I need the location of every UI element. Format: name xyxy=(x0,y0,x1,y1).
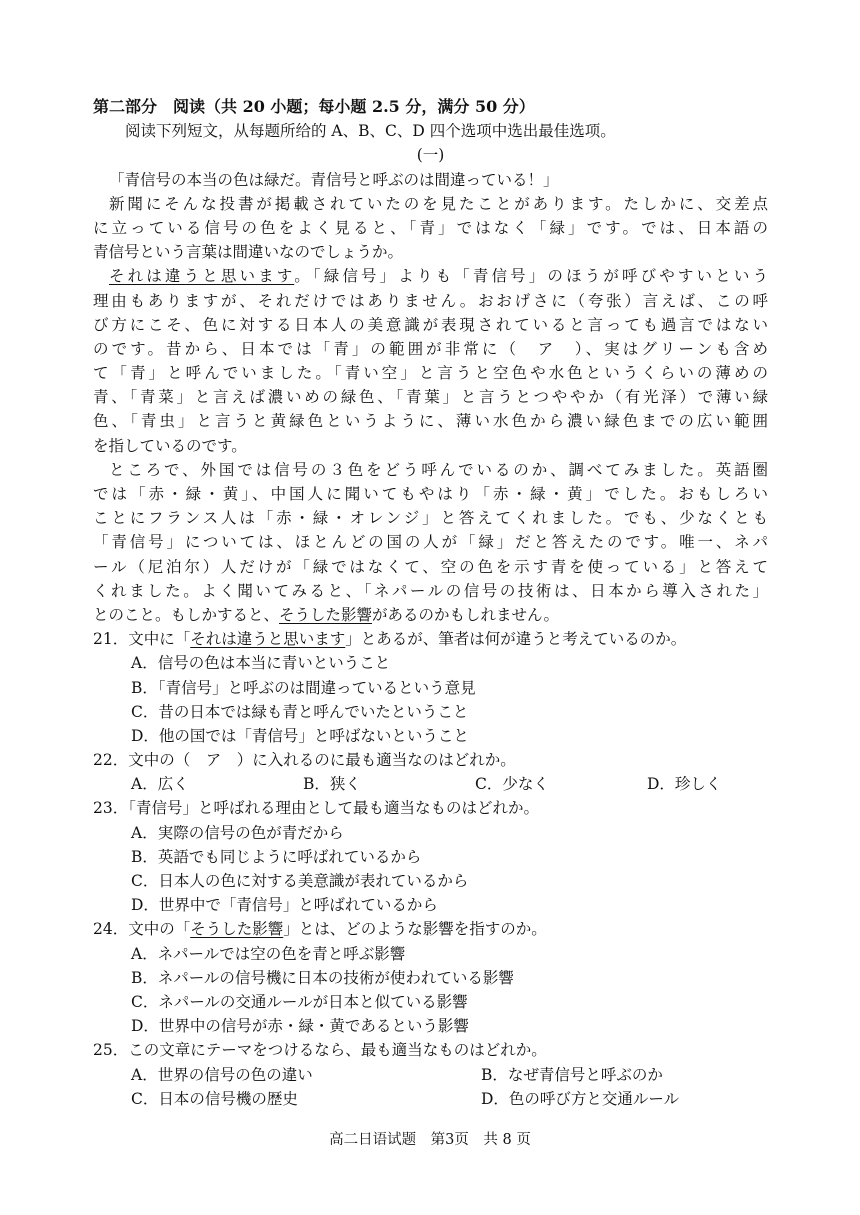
option-a: A．実際の信号の色が青だから xyxy=(131,823,344,842)
option-c: C．ネパールの交通ルールが日本と似ている影響 xyxy=(131,992,468,1011)
passage-line: て「青」と呼んでいました。「青い空」と言うと空色や水色というくらいの薄めの xyxy=(93,364,768,383)
option-d: D．他の国では「青信号」と呼ばないということ xyxy=(131,726,469,745)
option-c: C．昔の日本では緑も青と呼んでいたということ xyxy=(131,702,469,721)
question-25 xyxy=(93,1038,768,1111)
instructions: 阅读下列短文，从每题所给的 A、B、C、D 四个选项中选出最佳选项。 xyxy=(125,122,616,141)
options-row xyxy=(93,772,768,796)
underlined-phrase: それは違うと思います xyxy=(109,267,295,286)
option-c: C．日本の信号機の歴史 xyxy=(131,1089,298,1108)
passage-line: を指しているのです。 xyxy=(93,436,247,455)
option-b: B．狭く xyxy=(303,775,361,794)
passage-line: のです。昔から、日本では「青」の範囲が非常に（ ア ）、実はグリーンも含め xyxy=(93,339,768,358)
passage-line: 理由もありますが、それだけではありません。おおげさに（夸张）言えば、この呼 xyxy=(93,291,768,310)
section-heading: 第二部分 阅读（共 20 小题；每小题 2.5 分，满分 50 分） xyxy=(93,97,535,116)
option-d: D．色の呼び方と交通ルール xyxy=(481,1089,680,1108)
passage-line: 色、「青虫」と言うと黄緑色というように、薄い水色から濃い緑色までの広い範囲 xyxy=(93,412,768,431)
option-b: B．なぜ青信号と呼ぶのか xyxy=(481,1065,663,1084)
passage-line: 青信号という言葉は間違いなのでしょうか。 xyxy=(93,243,404,262)
page-footer: 高二日语试题 第3页 共 8 页 xyxy=(329,1132,531,1148)
question-21 xyxy=(93,627,768,748)
options-row xyxy=(93,1087,768,1111)
question-stem xyxy=(93,627,768,651)
option-b: B．英語でも同じように呼ばれているから xyxy=(131,847,422,866)
underlined-phrase: それは違うと思います xyxy=(190,630,346,649)
question-22 xyxy=(93,748,768,796)
passage-line: び方にこそ、色に対する日本人の美意識が表現されていると言っても過言ではない xyxy=(93,315,768,334)
passage xyxy=(93,168,768,628)
option-c: C．少なく xyxy=(475,775,549,794)
option-a: A．広く xyxy=(131,775,189,794)
option-d: D．世界中で「青信号」と呼ばれているから xyxy=(131,896,438,915)
option-b: B．「青信号」と呼ぶのは間違っているという意見 xyxy=(131,678,476,697)
question-23 xyxy=(93,796,768,917)
passage-paragraph-1: 「青信号の本当の色は緑だ。青信号と呼ぶのは間違っている！」 xyxy=(109,170,559,189)
option-d: D．世界中の信号が赤・緑・黄であるという影響 xyxy=(131,1017,469,1036)
passage-text: 。「緑信号」よりも「青信号」のほうが呼びやすいという xyxy=(294,267,768,286)
question-stem: 22．文中の（ ア ）に入れるのに最も適当なのはどれか。 xyxy=(93,751,516,770)
passage-line: 「青信号」については、ほとんどの国の人が「緑」だと答えたのです。唯一、ネパ xyxy=(93,533,768,552)
passage-text: があるのかもしれません。 xyxy=(372,605,559,624)
stem-text: 21．文中に「 xyxy=(93,630,191,649)
passage-line: ール（尼泊尔）人だけが「緑ではなくて、空の色を示す青を使っている」と答えて xyxy=(93,557,768,576)
option-a: A．世界の信号の色の違い xyxy=(131,1065,313,1084)
passage-line: に立っている信号の色をよく見ると、「青」ではなく「緑」です。では、日本語の xyxy=(93,218,768,237)
passage-line xyxy=(93,264,768,288)
option-a: A．信号の色は本当に青いということ xyxy=(131,654,391,673)
option-d: D．珍しく xyxy=(647,775,722,794)
passage-line: では「赤・緑・黄」、中国人に聞いてもやはり「赤・緑・黄」でした。おもしろい xyxy=(93,485,768,503)
option-a: A．ネパールでは空の色を青と呼ぶ影響 xyxy=(131,944,406,963)
reading-section xyxy=(93,95,768,1111)
passage-line: ことにフランス人は「赤・緑・オレンジ」と答えてくれました。でも、少なくとも xyxy=(93,509,768,528)
stem-text: 」とあるが、筆者は何が違うと考えているのか。 xyxy=(345,630,687,649)
passage-line: 新聞にそんな投書が掲載されていたのを見たことがあります。たしかに、交差点 xyxy=(109,194,768,213)
underlined-phrase: そうした影響 xyxy=(190,920,284,939)
question-24 xyxy=(93,917,768,1038)
passage-number: (一) xyxy=(416,146,445,165)
passage-line: くれました。よく聞いてみると、「ネパールの信号の技術は、日本から導入された」 xyxy=(93,581,768,600)
question-stem xyxy=(93,917,768,941)
options-row xyxy=(93,1063,768,1087)
option-c: C．日本人の色に対する美意識が表れているから xyxy=(131,872,469,890)
option-b: B．ネパールの信号機に日本の技術が使われている影響 xyxy=(131,968,514,987)
stem-text: 24．文中の「 xyxy=(93,920,191,939)
question-stem: 23．「青信号」と呼ばれる理由として最も適当なものはどれか。 xyxy=(93,799,539,818)
question-stem: 25．この文章にテーマをつけるなら、最も適当なものはどれか。 xyxy=(93,1041,547,1060)
passage-text: とのこと。もしかすると、 xyxy=(93,605,280,624)
passage-line: ところで、外国では信号の３色をどう呼んでいるのか、調べてみました。英語圏 xyxy=(109,460,768,479)
passage-line xyxy=(93,603,768,627)
underlined-phrase: そうした影響 xyxy=(279,605,373,624)
passage-line: 青、「青菜」と言えば濃いめの緑色、「青葉」と言うとつややか（有光泽）で薄い緑 xyxy=(93,388,768,407)
stem-text: 」とは、どのような影響を指すのか。 xyxy=(283,920,547,939)
